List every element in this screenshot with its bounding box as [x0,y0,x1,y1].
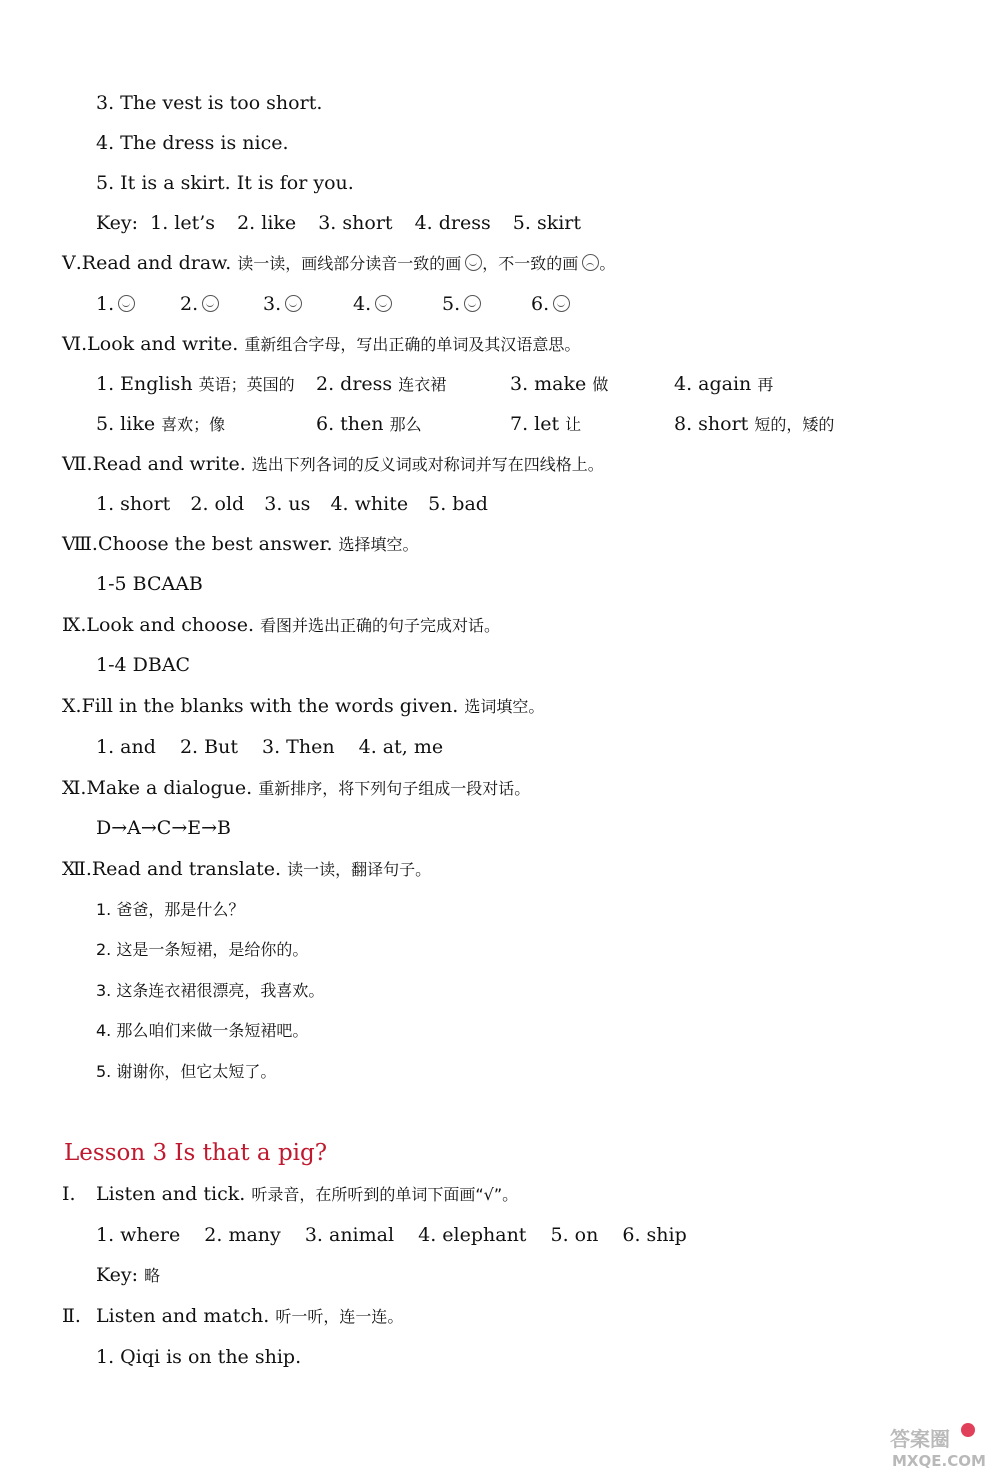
section-heading-12 [62,856,431,883]
answer-item: 2. old [190,493,245,515]
section-title-en: Choose the best answer. [97,533,333,555]
frown-face-icon [582,254,599,271]
key-label: Key: [96,212,139,234]
answer-item [96,371,295,398]
watermark-dot-icon [961,1423,975,1437]
translation-line: 2. 这是一条短裙，是给你的。 [96,940,309,959]
key-item: 4. dress [414,212,491,234]
answer-word: 8. short [674,413,749,435]
section-title-cn: 。 [599,254,616,273]
key-item: 3. short [318,212,393,234]
answer-meaning: 喜欢；像 [161,415,226,434]
smile-face-icon [375,295,392,312]
answer-word: 5. like [96,413,156,435]
watermark-url: MXQE.COM [892,1452,986,1470]
answer-item [316,411,422,438]
section-title-en: Fill in the blanks with the words given. [81,695,459,717]
section-title-en: Look and choose. [86,614,254,636]
section-title-cn: ，不一致的画 [482,254,579,273]
answer-line: 5. It is a skirt. It is for you. [96,172,354,194]
section-heading-10 [62,693,544,720]
answer-word: 1. English [96,373,193,395]
section-title-cn: 听录音，在所听到的单词下面画“√”。 [251,1185,519,1204]
section-title-en: Read and draw. [81,252,232,274]
answer-word: 3. make [510,373,587,395]
answer-item: 5. bad [428,493,488,515]
answer-item: 6. ship [622,1224,687,1246]
translation-line: 5. 谢谢你，但它太短了。 [96,1062,277,1081]
section-heading-8 [62,531,419,558]
watermark-logo [888,1420,988,1470]
answer-item: 3. us [264,493,311,515]
answer-item: 1. where [96,1224,181,1246]
section-title-cn: 重新排序，将下列句子组成一段对话。 [258,779,531,798]
answer-item [674,411,834,438]
section-number: Ⅺ. [62,777,87,799]
key-item: 1. let’s [150,212,216,234]
answer-word: 4. again [674,373,752,395]
answer-meaning: 连衣裙 [398,375,447,394]
answer-item [263,291,302,317]
section-title-cn: 看图并选出正确的句子完成对话。 [260,616,501,635]
answer-item [510,371,608,398]
smile-face-icon [553,295,570,312]
section-number: Ⅱ. [62,1305,81,1327]
answer-number: 1. [96,293,115,315]
answer-line: 1-5 BCAAB [96,573,203,595]
answer-word: 7. let [510,413,560,435]
section-heading-11 [62,775,530,802]
answer-item: 2. many [204,1224,281,1246]
section-number: Ⅸ. [62,614,87,636]
section-title-cn: 重新组合字母，写出正确的单词及其汉语意思。 [244,335,581,354]
answer-row [96,734,443,760]
answer-item: 3. Then [262,736,335,758]
answer-word: 6. then [316,413,384,435]
answer-line: 3. The vest is too short. [96,92,323,114]
section-number: Ⅷ. [62,533,98,555]
answer-item: 5. on [550,1224,599,1246]
section-number: Ⅻ. [62,858,92,880]
watermark-text: 答案圈 [890,1427,950,1451]
answer-item [531,291,570,317]
section-title-cn: 选词填空。 [464,697,545,716]
answer-item [96,291,135,317]
answer-item [180,291,219,317]
answer-line: 1-4 DBAC [96,654,191,676]
translation-line: 3. 这条连衣裙很漂亮，我喜欢。 [96,981,325,1000]
key-item: 2. like [237,212,297,234]
smile-face-icon [285,295,302,312]
section-title-en: Make a dialogue. [86,777,253,799]
smile-face-icon [465,254,482,271]
section-number: Ⅰ. [62,1183,76,1205]
smile-face-icon [464,295,481,312]
answer-meaning: 再 [757,375,774,394]
answer-number: 6. [531,293,550,315]
section-number: Ⅵ. [62,333,88,355]
answer-meaning: 那么 [389,415,422,434]
answer-line: 1. Qiqi is on the ship. [96,1346,302,1368]
section-heading-7 [62,451,604,478]
lesson-title: Lesson 3 Is that a pig? [64,1140,328,1166]
section-title-cn: 读一读，画线部分读音一致的画 [237,254,462,273]
section-title-en: Listen and match. [96,1305,270,1327]
section-title-cn: 读一读，翻译句子。 [287,860,432,879]
answer-number: 2. [180,293,199,315]
answer-word: 2. dress [316,373,393,395]
answer-item: 2. But [179,736,238,758]
section-title-en: Listen and tick. [96,1183,246,1205]
section-heading-5 [62,250,615,277]
key-line [96,1262,160,1289]
section-heading-9 [62,612,500,639]
answer-item: 4. elephant [418,1224,527,1246]
section-title-en: Look and write. [87,333,239,355]
answer-line: 4. The dress is nice. [96,132,289,154]
translation-line: 1. 爸爸，那是什么？ [96,900,245,919]
key-value: 略 [144,1266,161,1285]
section-title-cn: 选择填空。 [338,535,419,554]
smile-face-icon [202,295,219,312]
answer-item: 1. and [96,736,156,758]
answer-item: 4. at, me [358,736,444,758]
section-number: Ⅹ. [62,695,82,717]
answer-item: 1. short [96,493,171,515]
answer-item: 3. animal [304,1224,395,1246]
answer-item: 4. white [330,493,409,515]
answer-meaning: 英语；英国的 [198,375,295,394]
answer-item [353,291,392,317]
answer-number: 5. [442,293,461,315]
translation-line: 4. 那么咱们来做一条短裙吧。 [96,1021,309,1040]
answer-number: 4. [353,293,372,315]
section-number: Ⅴ. [62,252,82,274]
section-heading-lesson3-1 [62,1181,518,1208]
answer-item [674,371,773,398]
answer-meaning: 短的，矮的 [754,415,835,434]
key-line [96,210,581,236]
section-heading-6 [62,331,580,358]
answer-line: D→A→C→E→B [96,817,232,839]
key-item: 5. skirt [512,212,582,234]
answer-meaning: 做 [592,375,609,394]
answer-row [96,1222,687,1248]
section-title-en: Read and translate. [91,858,282,880]
answer-row [96,491,488,517]
answer-item [442,291,481,317]
smile-face-icon [118,295,135,312]
section-title-en: Read and write. [92,453,246,475]
key-label: Key: [96,1264,139,1286]
section-number: Ⅶ. [62,453,93,475]
answer-number: 3. [263,293,282,315]
section-title-cn: 选出下列各词的反义词或对称词并写在四线格上。 [251,455,604,474]
answer-item [316,371,446,398]
section-heading-lesson3-2 [62,1303,403,1330]
answer-item [96,411,225,438]
section-title-cn: 听一听，连一连。 [275,1307,404,1326]
answer-meaning: 让 [565,415,582,434]
answer-item [510,411,581,438]
